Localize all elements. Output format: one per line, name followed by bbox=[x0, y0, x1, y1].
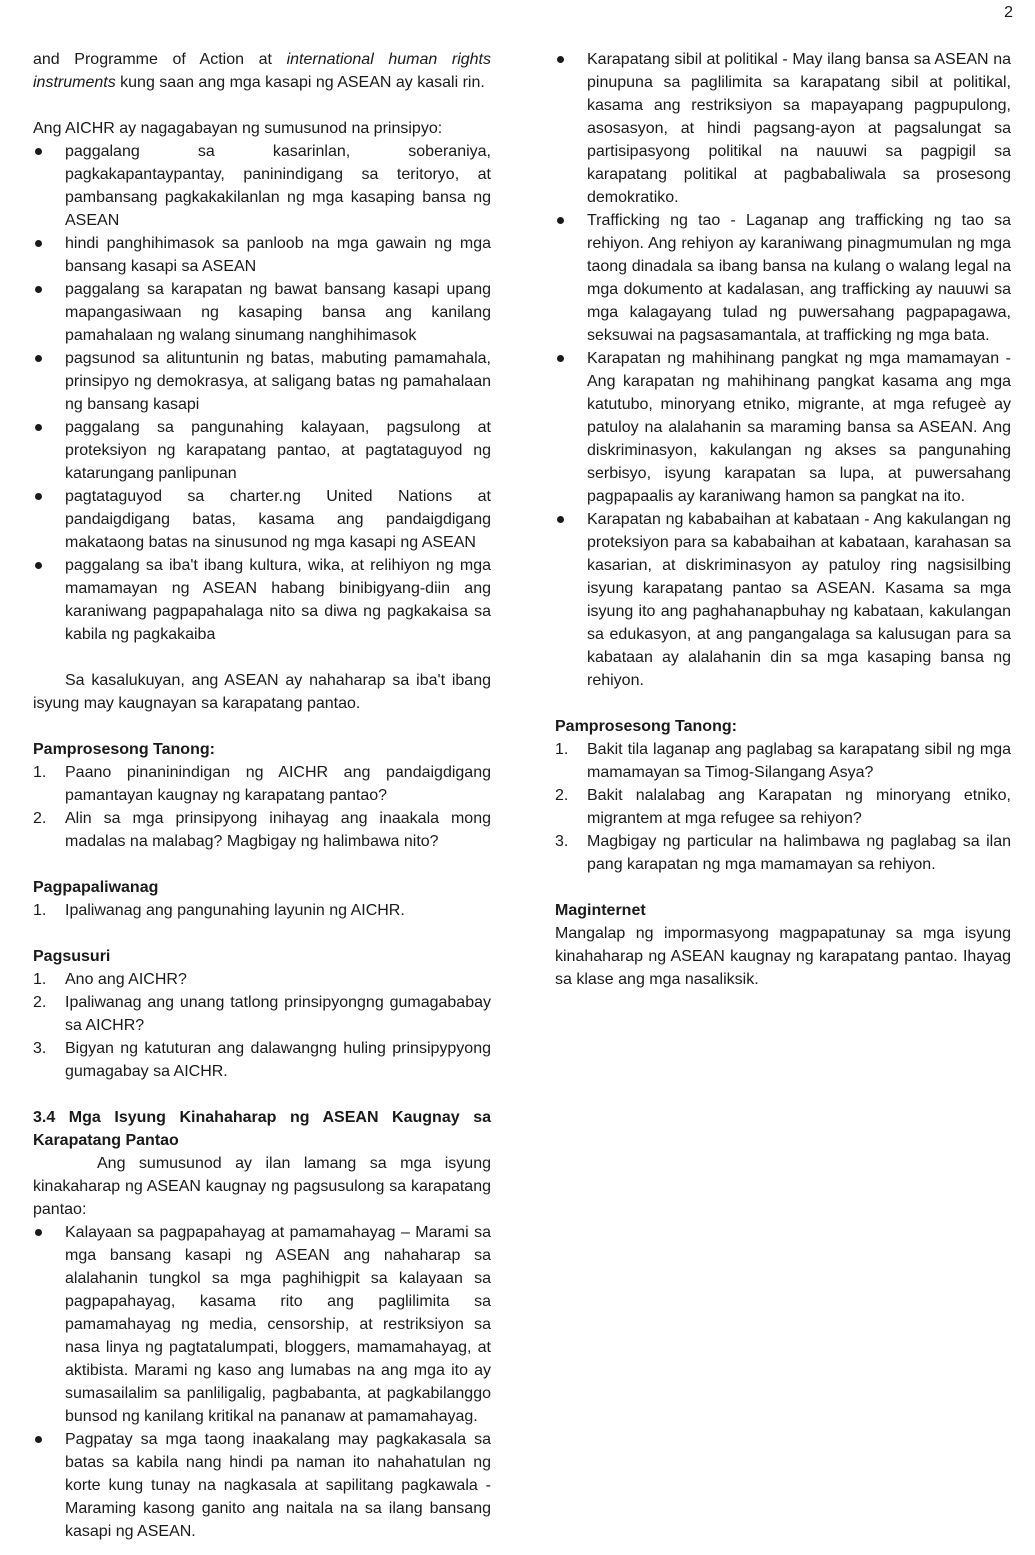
list-item: hindi panghihimasok sa panloob na mga gawain ng mga bansang kasapi sa ASEAN bbox=[33, 232, 491, 278]
intro-paragraph: and Programme of Action at international human rights instruments kung saan ang mga kasapi ng ASEAN ay kasali rin. bbox=[33, 51, 492, 91]
list-item: paggalang sa kasarinlan, soberaniya, pagkakapantaypantay, paninindigang sa teritoryo, at pambansang pagkakakilanlan ng mga kasaping bansa ng ASEAN bbox=[33, 140, 491, 232]
section-intro: Ang sumusunod ay ilan lamang sa mga isyung kinakaharap ng ASEAN kaugnay ng pagsusulong sa karapatang pantao: bbox=[33, 1155, 491, 1218]
list-item: 1. Ipaliwanag ang pangunahing layunin ng AICHR. bbox=[33, 902, 405, 919]
page-number: 2 bbox=[1004, 4, 1013, 21]
pamprosesong-heading-right: Pamprosesong Tanong: bbox=[555, 718, 737, 735]
intro-italic: international human rights instruments bbox=[33, 51, 492, 91]
list-item: Karapatan ng kababaihan at kabataan - Ang kakulangan ng proteksiyon para sa kababaihan at kabataan, karahasan sa kasarian, at diskriminasyon ay patuloy ring nagsisilbing isyung karapatang pantao sa ASEAN. Kasama sa mga isyung ito ang paghahanapbuhay ng kabataan, kakulangan sa edukasyon, at ang pangangalaga sa kalusugan para sa kabataan ay alalahanin din sa mga kasaping bansa ng rehiyon. bbox=[555, 508, 1011, 692]
principles-intro: Ang AICHR ay nagagabayan ng sumusunod na prinsipyo: bbox=[33, 120, 443, 137]
list-item: 1. Paano pinaninindigan ng AICHR ang pandaigdigang pamantayan kaugnay ng karapatang pantao? bbox=[33, 764, 491, 804]
pamprosesong-list-right bbox=[555, 738, 1011, 876]
list-item: Trafficking ng tao - Laganap ang trafficking ng tao sa rehiyon. Ang rehiyon ay karaniwang pinagmumulan ng mga taong dinadala sa ibang bansa na kulang o walang legal na mga dokumento at kadalasan, ang trafficking ay nauuwi sa mga kalagayang tulad ng puwersahang pagpapagawa, seksuwai na pagsasamantala, at trafficking ng mga bata. bbox=[555, 209, 1011, 347]
list-item: Pagpatay sa mga taong inaakalang may pagkakasala sa batas sa kabila nang hindi pa naman ito nahahatulan ng korte kung tunay na nagkasala at sapilitang pagkawala - Maraming kasong ganito ang naitala na sa ilang bansang kasapi ng ASEAN. bbox=[33, 1428, 491, 1543]
pagpapaliwanag-list bbox=[33, 899, 491, 922]
list-item: 3. Bigyan ng katuturan ang dalawangng huling prinsipypyong gumagabay sa AICHR. bbox=[33, 1040, 491, 1080]
principles-list bbox=[33, 140, 491, 646]
maginternet-heading: Maginternet bbox=[555, 902, 646, 919]
current-issues-paragraph: Sa kasalukuyan, ang ASEAN ay nahaharap sa iba't ibang isyung may kaugnayan sa karapatang pantao. bbox=[33, 672, 491, 712]
list-item: 1. Bakit tila laganap ang paglabag sa karapatang sibil ng mga mamamayan sa Timog-Silangang Asya? bbox=[555, 741, 1011, 781]
list-item: 3. Magbigay ng particular na halimbawa ng paglabag sa ilan pang karapatan ng mga mamamayan sa rehiyon. bbox=[555, 833, 1011, 873]
maginternet-text: Mangalap ng impormasyong magpapatunay sa mga isyung kinahaharap ng ASEAN kaugnay ng karapatang pantao. Ihayag sa klase ang mga nasaliksik. bbox=[555, 925, 1011, 988]
list-item: pagsunod sa alituntunin ng batas, mabuting pamamahala, prinsipyo ng demokrasya, at saligang batas ng pamahalaan ng bansang kasapi bbox=[33, 347, 491, 416]
right-column bbox=[555, 48, 1011, 991]
list-item: paggalang sa karapatan ng bawat bansang kasapi upang mapangasiwaan ng kasaping bansa ang kanilang pamahalaan ng walang sinumang nanghihimasok bbox=[33, 278, 491, 347]
pagsusuri-heading: Pagsusuri bbox=[33, 948, 111, 965]
list-item: 2. Bakit nalalabag ang Karapatan ng minoryang etniko, migrantem at mga refugee sa rehiyon? bbox=[555, 787, 1011, 827]
pagpapaliwanag-heading: Pagpapaliwanag bbox=[33, 879, 159, 896]
list-item: 1. Ano ang AICHR? bbox=[33, 971, 187, 988]
issues-list-right bbox=[555, 48, 1011, 692]
list-item: Kalayaan sa pagpapahayag at pamamahayag – Marami sa mga bansang kasapi ng ASEAN ang nahaharap sa alalahanin tungkol sa mga paghihigpit sa kalayaan sa pagpapahayag, kasama rito ang paglilimita sa pamamahayag ng media, censorship, at restriksiyon sa nasa linya ng pagtatalumpati, bloggers, mamamahayag, at aktibista. Marami ng kaso ang lumabas na ang mga ito ay sumasailalim sa panliligalig, pagbabanta, at pagkabilanggo bunsod ng kanilang kritikal na pananaw at pamamahayag. bbox=[33, 1221, 491, 1428]
list-item: Karapatan ng mahihinang pangkat ng mga mamamayan - Ang karapatan ng mahihinang pangkat kasama ang mga katutubo, minoryang etniko, migrante, at mga refugeè ay patuloy na alalahanin sa maraming bansa sa ASEAN. Ang diskriminasyon, kakulangan ng akses sa pangunahing serbisyo, isyung karapatan sa lupa, at puwersahang pagpapaalis ay karaniwang hamon sa pangkat na ito. bbox=[555, 347, 1011, 508]
left-column bbox=[33, 48, 491, 1543]
list-item: 2. Ipaliwanag ang unang tatlong prinsipyongng gumagababay sa AICHR? bbox=[33, 994, 491, 1034]
list-item: Karapatang sibil at politikal - May ilang bansa sa ASEAN na pinupuna sa paglilimita sa karapatang sibil at politikal, kasama ang restriksiyon sa mapayapang pagpupulong, asosasyon, at hindi pagsang-ayon at pagsalungat sa partisipasyong politikal na nauuwi sa pagpigil sa karapatang politikal at pagbabaliwala sa prosesong demokratiko. bbox=[555, 48, 1011, 209]
pagsusuri-list bbox=[33, 968, 491, 1083]
list-item: paggalang sa pangunahing kalayaan, pagsulong at proteksiyon ng karapatang pantao, at pagtataguyod ng katarungang panlipunan bbox=[33, 416, 491, 485]
list-item: 2. Alin sa mga prinsipyong inihayag ang inaakala mong madalas na malabag? Magbigay ng halimbawa nito? bbox=[33, 810, 491, 850]
pamprosesong-list-left bbox=[33, 761, 491, 853]
pamprosesong-heading-left: Pamprosesong Tanong: bbox=[33, 741, 215, 758]
issues-list-left bbox=[33, 1221, 491, 1543]
section-title: 3.4 Mga Isyung Kinahaharap ng ASEAN Kaugnay sa Karapatang Pantao bbox=[33, 1109, 491, 1149]
list-item: pagtataguyod sa charter.ng United Nations at pandaigdigang batas, kasama ang pandaigdigang makataong batas na sinusunod ng mga kasapi ng ASEAN bbox=[33, 485, 491, 554]
list-item: paggalang sa iba't ibang kultura, wika, at relihiyon ng mga mamamayan ng ASEAN habang binibigyang-diin ang karaniwang pagpapahalaga nito sa diwa ng pagkakaisa sa kabila ng pagkakaiba bbox=[33, 554, 491, 646]
